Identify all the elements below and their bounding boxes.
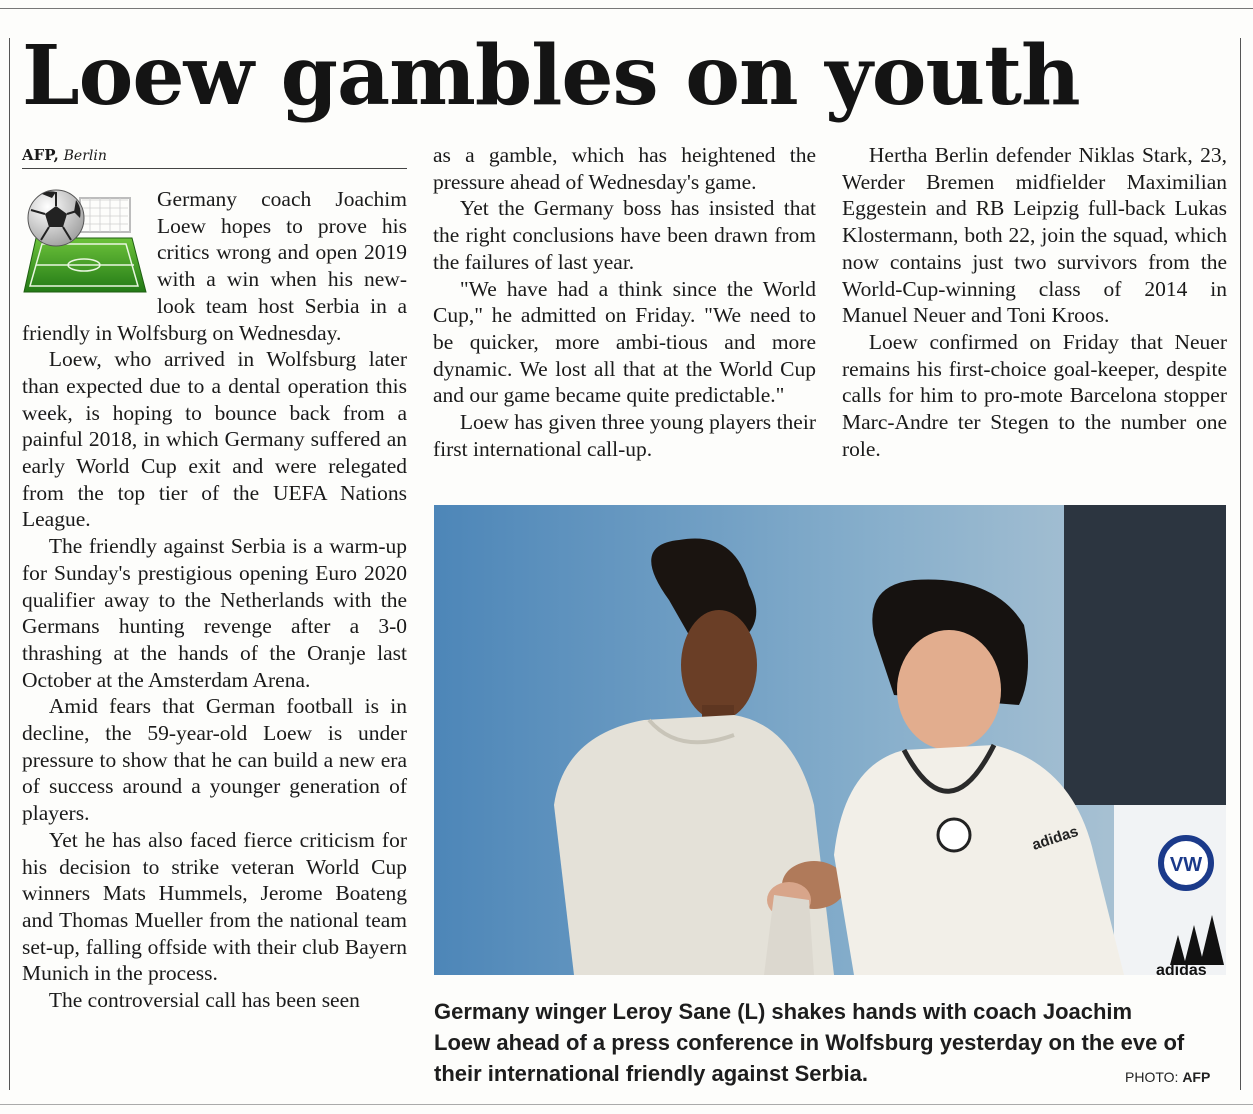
paragraph: Hertha Berlin defender Niklas Stark, 23, Werder Bremen midfielder Maximilian Eggestein and RB Leipzig full-back Lukas Klostermann, both 22, join the squad, which now contains just two survivors from the World-Cup-winning class of 2014 in Manuel Neuer and Toni Kroos. — [842, 143, 1227, 328]
photo-caption: Germany winger Leroy Sane (L) shakes hands with coach Joachim Loew ahead of a press conference in Wolfsburg yesterday on the eve of their international friendly against Serbia. — [434, 999, 1185, 1086]
paragraph: Amid fears that German football is in decline, the 59-year-old Loew is under pressure to show that he can build a new era of success around a younger generation of players. — [22, 694, 407, 826]
article-column-2 — [433, 142, 816, 462]
paragraph: The friendly against Serbia is a warm-up for Sunday's prestigious opening Euro 2020 qualifier away to the Netherlands with the Germans hunting revenge after a 3-0 thrashing at the hands of the Oranje last October at the Amsterdam Arena. — [22, 534, 407, 692]
press-photo — [434, 505, 1226, 975]
photo-credit-label: PHOTO: — [1125, 1069, 1179, 1085]
paragraph: The controversial call has been seen — [48, 988, 360, 1013]
football-pitch-icon — [22, 188, 147, 296]
left-column-rule — [9, 38, 10, 1090]
paragraph: Yet the Germany boss has insisted that the right conclusions have been drawn from the failures of last year. — [433, 196, 816, 274]
bottom-rule — [0, 1104, 1253, 1105]
sponsor-logo: VW — [1169, 854, 1203, 876]
byline-location: Berlin — [63, 148, 107, 164]
photo-credit-source: AFP — [1182, 1069, 1211, 1085]
shirt-brand: adidas — [1029, 822, 1081, 854]
paragraph: Loew, who arrived in Wolfsburg later than expected due to a dental operation this week, is hoping to bounce back from a painful 2018, in which Germany suffered an early World Cup exit and were relegated from the top tier of the UEFA Nations League. — [22, 347, 407, 532]
article-column-1 — [22, 186, 407, 1014]
paragraph: Germany coach Joachim Loew hopes to prove his critics wrong and open 2019 with a win when his new-look team host Serbia in a friendly in Wolfsburg on Wednesday. — [22, 187, 407, 345]
paragraph: as a gamble, which has heightened the pressure ahead of Wednesday's game. — [433, 143, 816, 194]
byline — [22, 146, 407, 169]
paragraph: "We have had a think since the World Cup," he admitted on Friday. "We need to be quicker, more ambi-tious and more dynamic. We lost all that at the World Cup and our game became quite predictable." — [433, 276, 816, 408]
headline: Loew gambles on youth — [22, 28, 1080, 124]
banner-brand: adidas — [1156, 962, 1207, 975]
paragraph: Loew has given three young players their first international call-up. — [433, 410, 816, 461]
paragraph: Yet he has also faced fierce criticism for his decision to strike veteran World Cup winners Mats Hummels, Jerome Boateng and Thomas Mueller from the national team set-up, falling offside with their club Bayern Munich in the process. — [22, 827, 407, 986]
article-column-3 — [842, 142, 1227, 462]
byline-agency: AFP, — [22, 146, 59, 164]
paragraph: Loew confirmed on Friday that Neuer remains his first-choice goal-keeper, despite calls for him to pro-mote Barcelona stopper Marc-Andre ter Stegen to the number one role. — [842, 329, 1227, 461]
top-rule — [0, 8, 1253, 9]
right-column-rule — [1240, 38, 1241, 1090]
photo-credit — [1125, 1069, 1210, 1085]
